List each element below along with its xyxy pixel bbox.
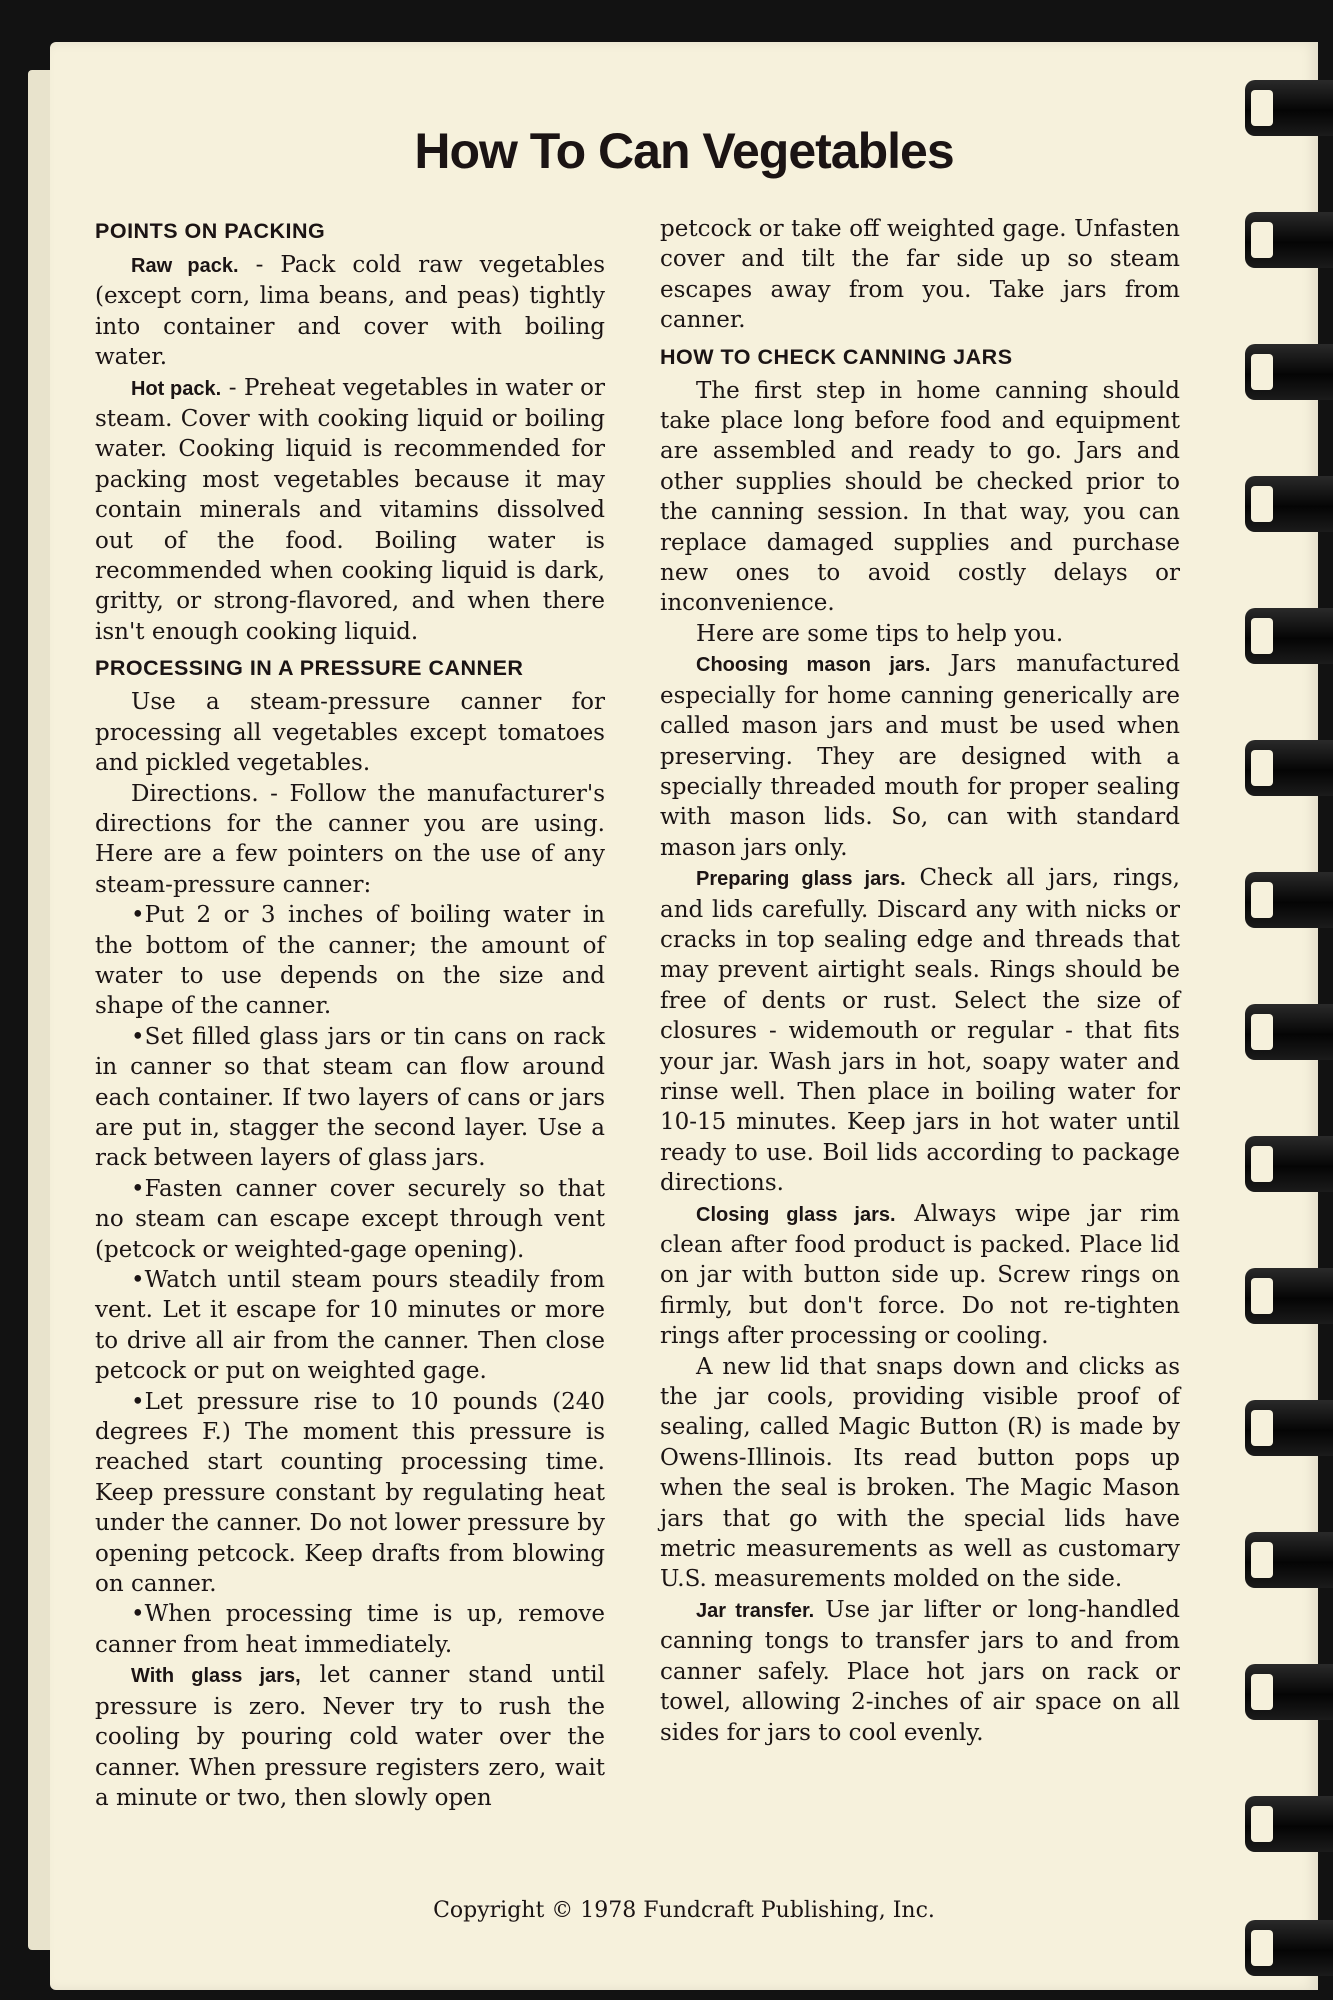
binding-ring [1245, 1268, 1333, 1324]
text-closing-jars: Always wipe jar rim clean after food product is packed. Place lid on jar with button side up. Screw rings on firmly, but don't force. Do not re-tighten rings after processing or cooling. [660, 1200, 1180, 1350]
page-edge [28, 70, 52, 1950]
paragraph-continued: petcock or take off weighted gage. Unfasten cover and tilt the far side up so steam escapes away from you. Take jars from canner. [660, 216, 1180, 334]
text-glass-jars: let canner stand until pressure is zero. Never try to rush the cooling by pouring cold water over the canner. When pressure registers zero, wait a minute or two, then slowly open [95, 1662, 605, 1811]
paragraph-preparing-jars [660, 863, 1180, 1198]
bullet-watch-steam: •Watch until steam pours steadily from vent. Let it escape for 10 minutes or more to drive all air from the canner. Then close petcock or put on weighted gage. [95, 1267, 605, 1385]
right-column [660, 214, 1180, 1748]
text-jar-transfer: Use jar lifter or long-handled canning tongs to transfer jars to and from canner safely. Place hot jars on rack or towel, allowing 2-inches of air space on all sides for jars to cool evenly. [660, 1596, 1180, 1746]
binding-ring [1245, 344, 1333, 400]
text-hot-pack: - Preheat vegetables in water or steam. Cover with cooking liquid or boiling water. Cooking liquid is recommended for packing most vegetables because it may contain minerals and vitamins dissolved out of the food. Boiling water is recommended when cooking liquid is dark, gritty, or strong-flavored, and when there isn't enough cooking liquid. [95, 374, 605, 645]
bullet-set-jars: •Set filled glass jars or tin cans on rack in canner so that steam can flow around each container. If two layers of cans or jars are put in, stagger the second layer. Use a rack between layers of glass jars. [95, 1023, 605, 1172]
paragraph-closing-jars [660, 1199, 1180, 1352]
lead-glass-jars: With glass jars, [131, 1665, 301, 1688]
page-title: How To Can Vegetables [414, 123, 954, 179]
paragraph-first-step: The first step in home canning should take place long before food and equipment are assembled and ready to go. Jars and other supplies should be checked prior to the canning session. In that way, you can replace damaged supplies and purchase new ones to avoid costly delays or inconvenience. [660, 377, 1180, 617]
lead-preparing-jars: Preparing glass jars. [696, 868, 906, 891]
spiral-binding [1238, 60, 1333, 1990]
paragraph-raw-pack [95, 250, 605, 373]
binding-ring [1245, 1004, 1333, 1060]
left-column [95, 210, 605, 1813]
lead-closing-jars: Closing glass jars. [696, 1203, 896, 1226]
binding-ring [1245, 1532, 1333, 1588]
binding-ring [1245, 740, 1333, 796]
bullet-boiling-water: •Put 2 or 3 inches of boiling water in the bottom of the canner; the amount of water to use depends on the size and shape of the canner. [95, 902, 605, 1020]
paragraph-directions: Directions. - Follow the manufacturer's directions for the canner you are using. Here are a few pointers on the use of any steam-pressure canner: [95, 780, 605, 898]
binding-ring [1245, 212, 1333, 268]
paragraph-choosing-jars [660, 649, 1180, 863]
paragraph-use-canner: Use a steam-pressure canner for processing all vegetables except tomatoes and pickled vegetables. [95, 689, 605, 777]
binding-ring [1245, 1796, 1333, 1852]
paragraph-jar-transfer [660, 1595, 1180, 1748]
paragraph-glass-jars [95, 1660, 605, 1813]
binding-ring [1245, 608, 1333, 664]
text-preparing-jars: Check all jars, rings, and lids carefully. Discard any with nicks or cracks in top sealing edge and threads that may prevent airtight seals. Rings should be free of dents or rust. Select the size of closures - widemouth or regular - that fits your jar. Wash jars in hot, soapy water and rinse well. Then place in boiling water for 10-15 minutes. Keep jars in hot water until ready to use. Boil lids according to package directions. [660, 865, 1180, 1197]
binding-ring [1245, 1664, 1333, 1720]
text-choosing-jars: Jars manufactured especially for home canning generically are called mason jars and must be used when preserving. They are designed with a specially threaded mouth for proper sealing with mason lids. So, can with standard mason jars only. [660, 651, 1180, 861]
binding-ring [1245, 1920, 1333, 1976]
bullet-remove-heat: •When processing time is up, remove canner from heat immediately. [95, 1601, 605, 1658]
heading-points-on-packing: POINTS ON PACKING [95, 219, 326, 243]
heading-processing: PROCESSING IN A PRESSURE CANNER [95, 656, 524, 681]
paragraph-new-lid: A new lid that snaps down and clicks as the jar cools, providing visible proof of sealing, called Magic Button (R) is made by Owens-Illinois. Its read button pops up when the seal is broken. The Magic Mason jars that go with the special lids have metric measurements as well as customary U.S. measurements molded on the side. [660, 1353, 1180, 1593]
lead-choosing-jars: Choosing mason jars. [696, 654, 931, 677]
paragraph-hot-pack [95, 373, 605, 648]
paragraph-tips: Here are some tips to help you. [696, 620, 1064, 647]
bullet-pressure-rise: •Let pressure rise to 10 pounds (240 degrees F.) The moment this pressure is reached start counting processing time. Keep pressure constant by regulating heat under the canner. Do not lower pressure by opening petcock. Keep drafts from blowing on canner. [95, 1388, 605, 1598]
copyright-notice: Copyright © 1978 Fundcraft Publishing, Inc. [433, 1898, 935, 1923]
binding-ring [1245, 872, 1333, 928]
binding-ring [1245, 80, 1333, 136]
heading-check-jars: HOW TO CHECK CANNING JARS [660, 344, 1013, 369]
cookbook-page [50, 42, 1318, 1990]
binding-ring [1245, 1400, 1333, 1456]
lead-hot-pack: Hot pack. [131, 377, 222, 400]
binding-ring [1245, 1136, 1333, 1192]
bullet-fasten-cover: •Fasten canner cover securely so that no steam can escape except through vent (petcock or weighted-gage opening). [95, 1175, 605, 1263]
binding-ring [1245, 476, 1333, 532]
lead-raw-pack: Raw pack. [131, 255, 239, 277]
lead-jar-transfer: Jar transfer. [696, 1599, 815, 1622]
text-raw-pack: - Pack cold raw vegetables (except corn, lima beans, and peas) tightly into container and cover with boiling water. [95, 252, 606, 371]
